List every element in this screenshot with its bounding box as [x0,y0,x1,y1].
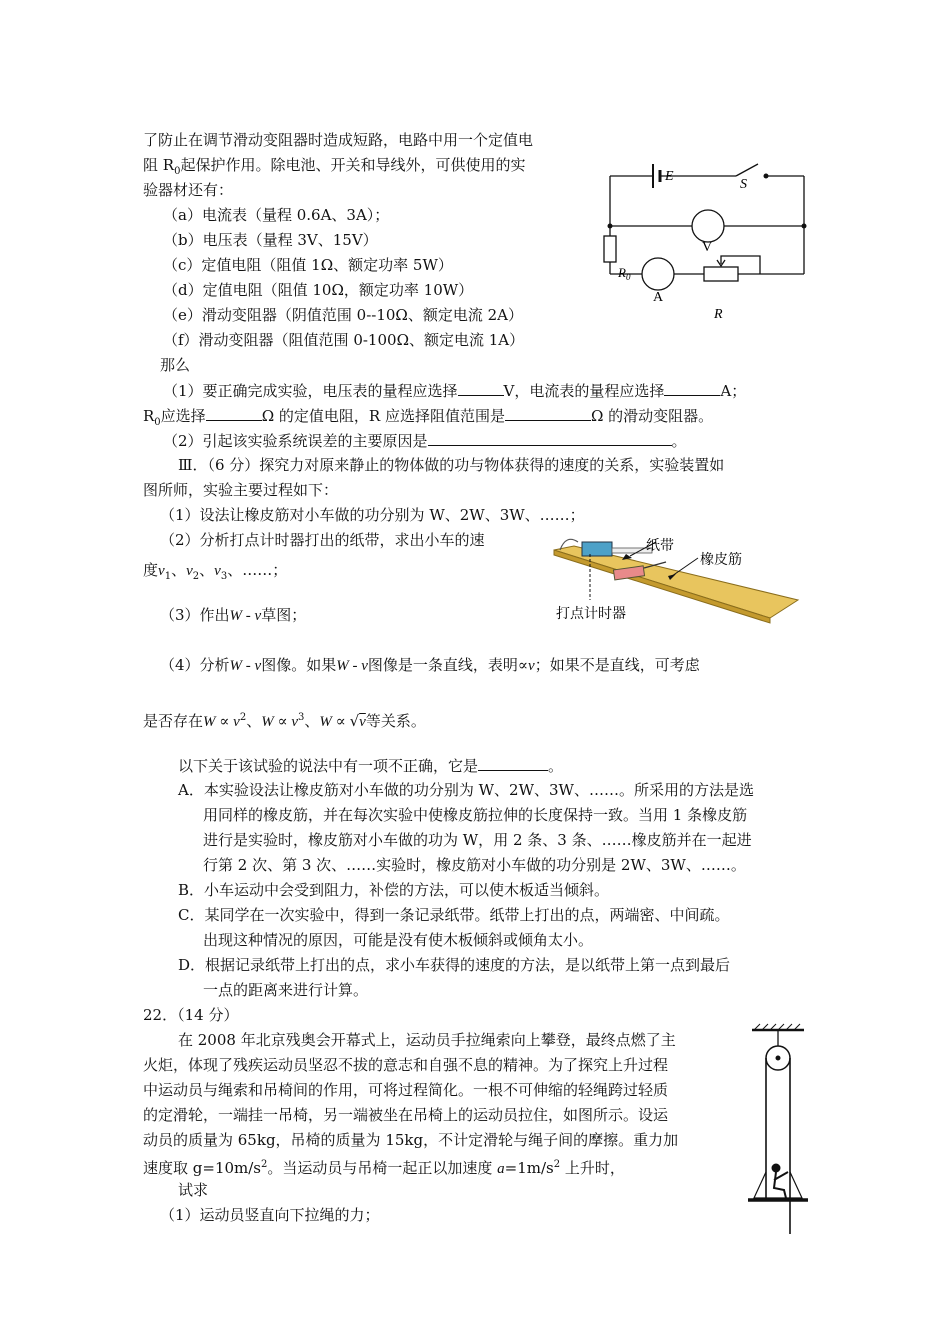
question-22-line-2: 火炬，体现了残疾运动员坚忍不拔的意志和自强不息的精神。为了探究上升过程 [143,1056,669,1074]
question-22-line-6: 速度取 $g=10m/s^2$。当运动员与吊椅一起正以加速度 $a=1m/s^2$ 上升时， [143,1159,625,1177]
battery-label: E [665,169,674,184]
intro-line-3: 验器材还有： [143,181,234,199]
part3-step-2-velocities: 度$v_1$、$v_2$、$v_3$、……； [143,561,288,582]
option-b: B．小车运动中会受到阻力，补偿的方法，可以使木板适当倾斜。 [178,881,610,899]
option-a-line-1: A．本实验设法让橡皮筋对小车做的功分别为 W、2W、3W、……。所采用的方法是选 [178,781,754,799]
pulley-figure [740,1022,812,1244]
intro-line-1: 了防止在调节滑动变阻器时造成短路，电路中用一个定值电 [143,131,534,149]
option-c-line-1: C．某同学在一次实验中，得到一条记录纸带。纸带上打出的点，两端密、中间疏。 [178,906,730,924]
equipment-e: （e）滑动变阻器（阴值范围 0--10Ω、额定电流 2A） [163,306,523,324]
option-c-line-2: 出现这种情况的原因，可能是没有使木板倾斜或倾角太小。 [203,931,594,949]
r0-label: $R_0$ [618,265,631,282]
part3-step-4-relations: 是否存在$W \propto v^2$、$W \propto v^3$、W ∝ √v等关系。 [143,712,426,730]
question-22-line-5: 动员的质量为 65kg，吊椅的质量为 15kg，不计定滑轮与绳子间的摩擦。重力加 [143,1131,679,1149]
question-22-line-7: 试求 [178,1181,209,1199]
question-1-line-1: （1）要正确完成实验，电压表的量程应选择 V，电流表的量程应选择 A； [163,382,747,400]
question-22-line-1: 在 2008 年北京残奥会开幕式上，运动员手拉绳索向上攀登，最终点燃了主 [178,1031,676,1049]
timer-icon [582,542,612,556]
question-22-line-4: 的定滑轮，一端挂一吊椅，另一端被坐在吊椅上的运动员拉住，如图所示。设运 [143,1106,669,1124]
paper-tape-label: 纸带 [646,539,674,554]
athlete-icon [772,1164,780,1172]
equipment-b: （b）电压表（量程 3V、15V） [163,231,378,249]
question-prompt: 以下关于该试验的说法中有一项不正确，它是 。 [178,757,564,775]
rubber-band-label: 橡皮筋 [700,553,742,568]
then-label: 那么 [160,356,191,374]
equipment-a: （a）电流表（量程 0.6A、3A）； [163,206,390,224]
voltmeter-label: V [702,240,713,255]
part3-step-2: （2）分析打点计时器打出的纸带，求出小车的速 [160,531,485,549]
timer-label: 打点计时器 [556,607,626,622]
part3-line-1: Ⅲ．（6 分）探究力对原来静止的物体做的功与物体获得的速度的关系，实验装置如 [178,456,725,474]
option-a-line-2: 用同样的橡皮筋，并在每次实验中使橡皮筋拉伸的长度保持一致。当用 1 条橡皮筋 [203,806,748,824]
option-d-line-1: D．根据记录纸带上打出的点，求小车获得的速度的方法，是以纸带上第一点到最后 [178,956,731,974]
switch-label: S [740,177,747,192]
option-a-line-4: 行第 2 次、第 3 次、……实验时，橡皮筋对小车做的功分别是 2W、3W、……。 [203,856,746,874]
intro-line-2: 阻 $R_0$起保护作用。除电池、开关和导线外，可供使用的实 [143,156,526,177]
equipment-c: （c）定值电阻（阻值 1Ω、额定功率 5W） [163,256,453,274]
question-22-line-3: 中运动员与绳索和吊椅间的作用，可将过程简化。一根不可伸缩的轻绳跨过轻质 [143,1081,669,1099]
question-22-header: 22．（14 分） [143,1006,239,1024]
equipment-f: （f）滑动变阻器（阻值范围 0-100Ω、额定电流 1A） [163,331,525,349]
option-a-line-3: 进行是实验时，橡皮筋对小车做的功为 W，用 2 条、3 条、……橡皮筋并在一起进 [203,831,752,849]
apparatus-figure [548,528,806,628]
ammeter-label: A [653,290,664,305]
rheostat-label: R [714,307,723,322]
option-d-line-2: 一点的距离来进行计算。 [203,981,369,999]
part3-line-2: 图所师，实验主要过程如下： [143,481,339,499]
part3-step-4: （4）分析W - v图像。如果W - v图像是一条直线，表明∝v；如果不是直线，可考虑 [160,656,700,674]
part3-step-1: （1）设法让橡皮筋对小车做的功分别为 W、2W、3W、……； [160,506,585,524]
question-2: （2）引起该实验系统误差的主要原因是 。 [163,432,687,450]
equipment-d: （d）定值电阻（阻值 10Ω，额定功率 10W） [163,281,474,299]
question-22-line-8: （1）运动员竖直向下拉绳的力； [160,1206,380,1224]
circuit-diagram [598,148,818,328]
question-1-line-2: $R_0$应选择 Ω 的定值电阻，R 应选择阻值范围是 Ω 的滑动变阻器。 [143,407,714,428]
part3-step-3: （3）作出W - v草图； [160,606,307,624]
